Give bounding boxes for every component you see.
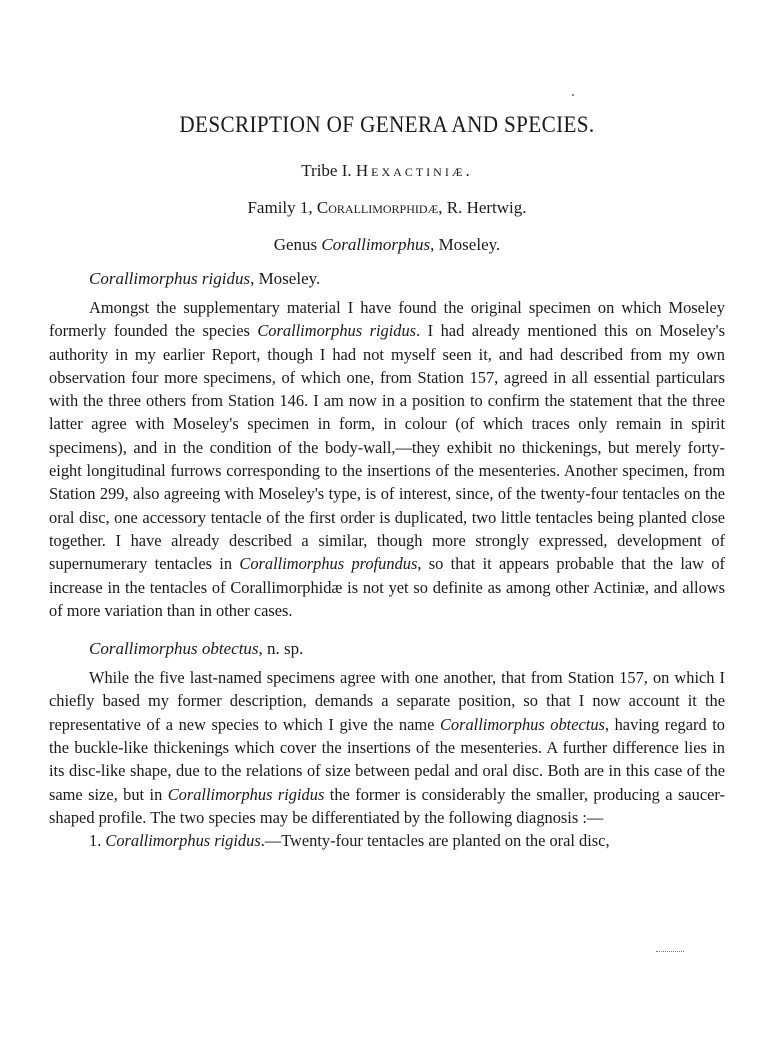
diagnosis-item-1	[49, 829, 725, 852]
genus-suffix: , Moseley.	[430, 235, 501, 254]
page-title: DESCRIPTION OF GENERA AND SPECIES.	[179, 112, 595, 137]
text-run: the former is considerably the smaller, producing a saucer-shaped profile. The two species may be differentiated by the following diagnosis :—	[49, 784, 726, 827]
species-author: , n. sp.	[258, 639, 304, 659]
paragraph-rigidus	[49, 296, 725, 622]
species-heading-rigidus	[49, 268, 725, 290]
list-number: 1.	[89, 831, 102, 851]
text-run: . I had already mentioned this on Moseley's authority in my earlier Report, though I had not myself seen it, and had described from my own observation four more specimens, of which one, from Station 157, agreed in all essential particulars with the three others from Station 146. I am now in a position to confirm the statement that the three latter agree with Moseley's specimen in form, in colour (of which traces only remain in spirit specimens), and in the condition of the body-wall,—they exhibit no thickenings, but merely forty-eight longitudinal furrows corresponding to the insertions of the mesenteries. Another specimen, from Station 299, also agreeing with Moseley's type, is of interest, since, of the twenty-four tentacles on the oral disc, one accessory tentacle of the first order is duplicated, two little tentacles being planted close together. I have already described a similar, though more strongly expressed, development of supernumerary tentacles in	[49, 321, 725, 574]
family-name: Corallimorphidæ	[316, 198, 439, 217]
page-mark	[656, 951, 684, 952]
text-run: , having regard to the buckle-like thickenings which cover the insertions of the mesenteries. A further difference lies in its disc-like shape, due to the relations of size between pedal and oral disc. Both are in this case of the same size, but in	[49, 714, 726, 804]
genus-name: Corallimorphus	[321, 235, 431, 254]
italic-run: Corallimorphus profundus	[239, 554, 418, 574]
print-speck	[572, 94, 574, 96]
species-heading-obtectus	[49, 638, 725, 660]
paragraph-obtectus	[49, 666, 725, 829]
text-run: , so that it appears probable that the law of increase in the tentacles of Corallimorphidæ is not yet so definite as among other Actiniæ, and allows of more variation than in other cases.	[49, 554, 725, 620]
tribe-name: Hexactiniæ.	[355, 161, 473, 180]
genus-heading	[49, 234, 725, 256]
italic-run: Corallimorphus rigidus	[167, 784, 325, 804]
family-prefix: Family 1,	[247, 198, 313, 217]
text-run: Amongst the supplementary material I have found the original specimen on which Moseley formerly founded the species	[49, 298, 725, 341]
italic-run: Corallimorphus obtectus	[439, 714, 605, 734]
species-name: Corallimorphus obtectus	[89, 639, 259, 659]
species-name: Corallimorphus rigidus	[89, 269, 251, 288]
text-run: While the five last-named specimens agree with one another, that from Station 157, on which I chiefly based my former description, demands a separate position, so that I now account it the representative of a new species to which I give the name	[49, 668, 725, 734]
tribe-heading	[49, 160, 725, 182]
italic-run: Corallimorphus rigidus	[257, 321, 417, 341]
text-run: .—Twenty-four tentacles are planted on the oral disc,	[260, 831, 610, 851]
genus-prefix: Genus	[273, 235, 318, 254]
italic-run: Corallimorphus rigidus	[105, 831, 261, 851]
document-page	[49, 112, 725, 853]
species-author: , Moseley.	[250, 269, 321, 288]
tribe-prefix: Tribe I.	[301, 161, 352, 180]
family-heading	[49, 197, 725, 219]
family-suffix: , R. Hertwig.	[438, 198, 527, 217]
